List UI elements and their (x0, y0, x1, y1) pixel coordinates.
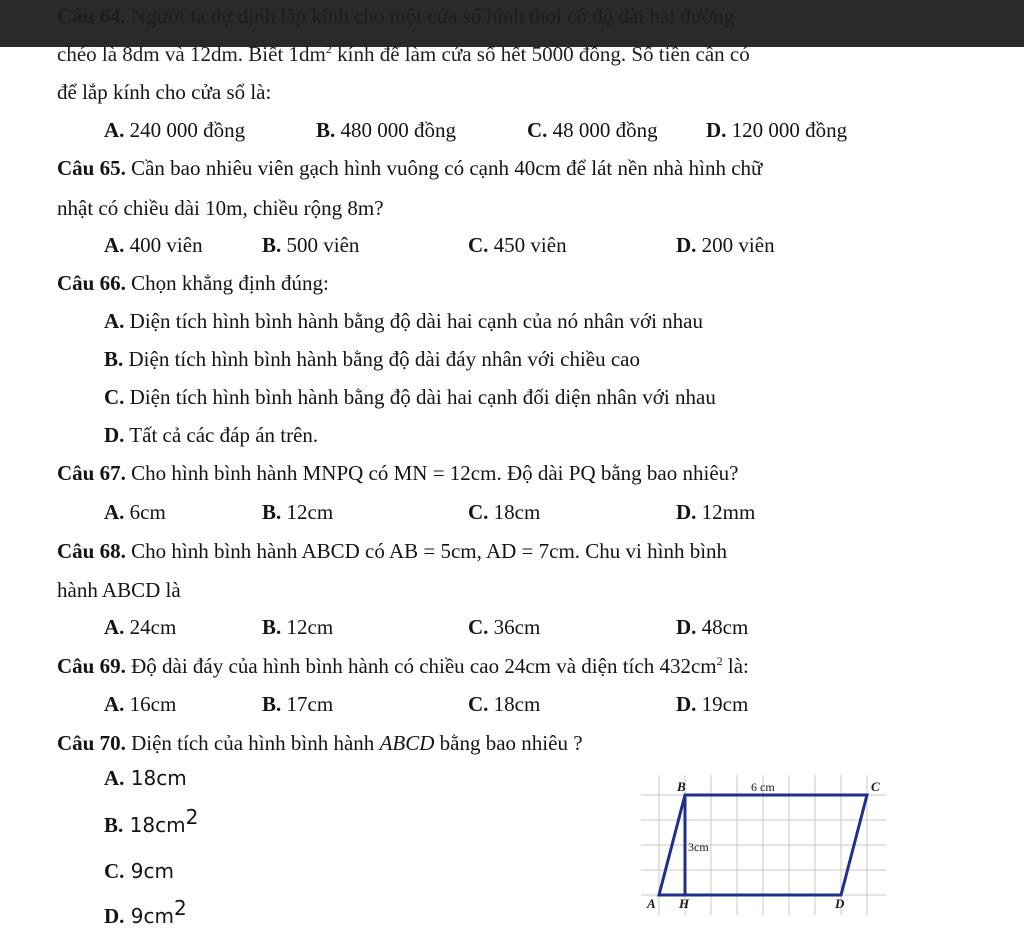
q64-text-1: Người ta dự định lắp kính cho một cửa sổ hình thoi có độ dài hai đường (125, 4, 735, 28)
label-d: D (835, 896, 845, 911)
q65-line1 (57, 155, 762, 181)
q67-option-d: D. 12mm (676, 500, 756, 524)
q69-line1 (57, 653, 749, 679)
q65-option-b: B. 500 viên (262, 233, 360, 257)
q69-label: Câu 69. (57, 654, 126, 678)
q69-text-1-sup: 2 (716, 654, 723, 668)
q69-option-d: D. 19cm (676, 692, 749, 716)
q64-text-2b: kính để làm cửa sổ hết 5000 đồng. Số tiền cần có (331, 42, 750, 66)
q65-option-c: C. 450 viên (468, 233, 567, 257)
label-b: B (677, 779, 686, 794)
q69-option-b: B. 17cm (262, 692, 334, 716)
q70-text-1b: bằng bao nhiêu ? (434, 731, 583, 755)
q68-option-d: D. 48cm (676, 615, 749, 639)
q64-line2 (57, 41, 750, 67)
q68-line2: hành ABCD là (57, 578, 181, 602)
q68-text-1: Cho hình bình hành ABCD có AB = 5cm, AD = 7cm. Chu vi hình bình (125, 539, 728, 563)
q65-text-1: Cần bao nhiêu viên gạch hình vuông có cạnh 40cm để lát nền nhà hình chữ (125, 156, 763, 180)
q65-option-a: A. 400 viên (104, 233, 203, 257)
q68-line1 (57, 538, 727, 564)
q64-line1 (57, 3, 734, 29)
q70-line1 (57, 730, 583, 756)
q64-option-c: C. 48 000 đồng (527, 118, 658, 142)
q68-option-a: A. 24cm (104, 615, 177, 639)
q70-text-1-italic: ABCD (379, 731, 435, 755)
q66-option-a: A. Diện tích hình bình hành bằng độ dài hai cạnh của nó nhân với nhau (104, 309, 703, 333)
q66-line1 (57, 270, 329, 296)
q65-option-d: D. 200 viên (676, 233, 775, 257)
q68-label: Câu 68. (57, 539, 126, 563)
q64-option-b: B. 480 000 đồng (316, 118, 457, 142)
q70-text-1a: Diện tích của hình bình hành (125, 731, 380, 755)
q70-option-a: A. 18cm (104, 766, 187, 790)
q65-line2: nhật có chiều dài 10m, chiều rộng 8m? (57, 196, 384, 220)
label-c: C (871, 779, 880, 794)
q67-line1 (57, 460, 738, 486)
q65-label: Câu 65. (57, 156, 126, 180)
q66-option-b: B. Diện tích hình bình hành bằng độ dài đáy nhân với chiều cao (104, 347, 640, 371)
q64-label: Câu 64. (57, 4, 126, 28)
parallelogram-svg (641, 775, 886, 915)
q68-option-b: B. 12cm (262, 615, 334, 639)
q67-text-1: Cho hình bình hành MNPQ có MN = 12cm. Độ dài PQ bằng bao nhiêu? (125, 461, 739, 485)
label-top-side: 6 cm (751, 780, 775, 794)
q64-line3: để lắp kính cho cửa sổ là: (57, 80, 272, 104)
q67-label: Câu 67. (57, 461, 126, 485)
q67-option-b: B. 12cm (262, 500, 334, 524)
q66-label: Câu 66. (57, 271, 126, 295)
q69-text-1a: Độ dài đáy của hình bình hành có chiều cao 24cm và diện tích 432cm (125, 654, 717, 678)
q68-option-c: C. 36cm (468, 615, 541, 639)
q70-label: Câu 70. (57, 731, 126, 755)
q69-option-c: C. 18cm (468, 692, 541, 716)
q66-option-d: D. Tất cả các đáp án trên. (104, 423, 319, 447)
q69-text-1b: là: (722, 654, 749, 678)
q66-option-c: C. Diện tích hình bình hành bằng độ dài hai cạnh đối diện nhân với nhau (104, 385, 716, 409)
label-height: 3cm (688, 840, 709, 854)
parallelogram-figure (641, 775, 886, 915)
label-a: A (647, 896, 656, 911)
q64-text-2a: chéo là 8dm và 12dm. Biết 1dm (57, 42, 326, 66)
q69-option-a: A. 16cm (104, 692, 177, 716)
q70-option-b: B. $18cm^2$ (104, 805, 199, 837)
q64-option-d: D. 120 000 đồng (706, 118, 848, 142)
q64-option-a: A. 240 000 đồng (104, 118, 246, 142)
q70-option-c: C. 9cm (104, 859, 174, 883)
q64-text-2-sup: 2 (325, 42, 332, 56)
q70-option-d: D. $9cm^2$ (104, 896, 187, 928)
q67-option-c: C. 18cm (468, 500, 541, 524)
q67-option-a: A. 6cm (104, 500, 166, 524)
q66-text-1: Chọn khẳng định đúng: (125, 271, 329, 295)
label-h: H (679, 896, 690, 911)
